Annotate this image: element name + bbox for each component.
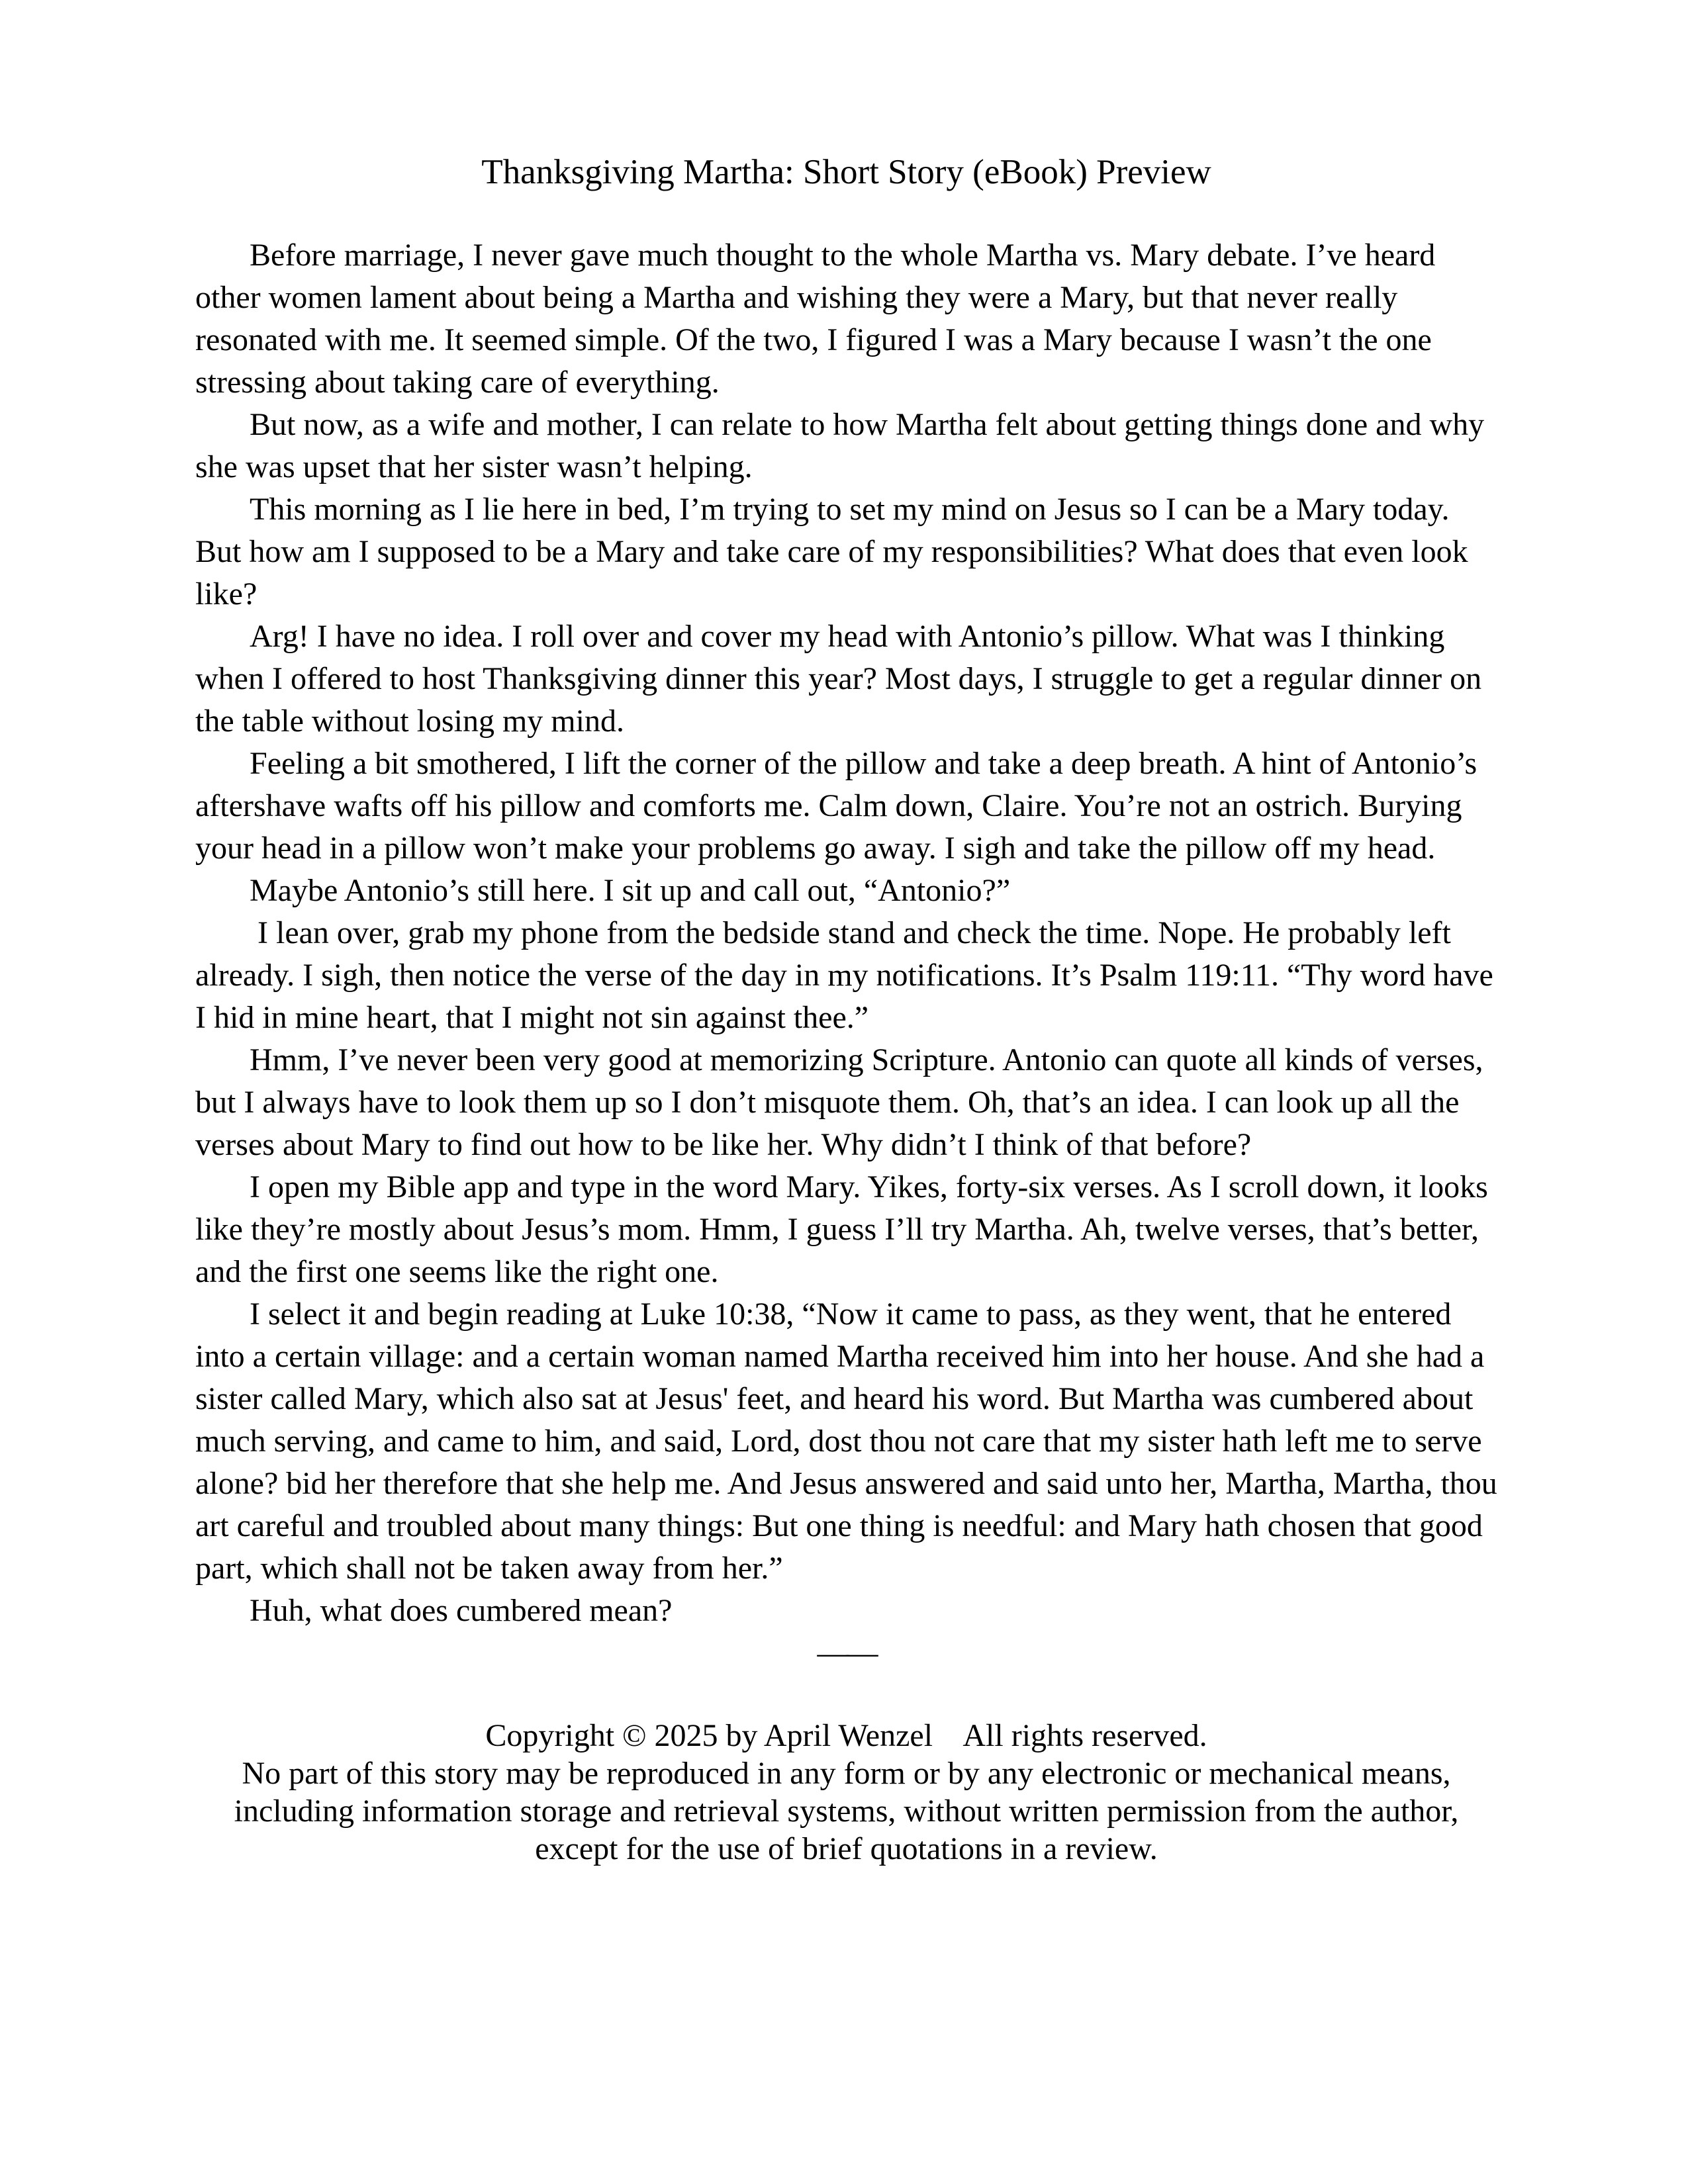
story-paragraph: Huh, what does cumbered mean? <box>250 1593 673 1628</box>
story-paragraph: Arg! I have no idea. I roll over and cover my head with Antonio’s pillow. What was I thinking when I offered to host Thanksgiving dinner this year? Most days, I struggle to get a regular dinner on the table without losing my mind. <box>195 619 1490 739</box>
scene-break-divider: —— <box>817 1635 876 1670</box>
story-paragraph: Maybe Antonio’s still here. I sit up and call out, “Antonio?” <box>250 873 1011 908</box>
story-paragraph: Before marriage, I never gave much thought to the whole Martha vs. Mary debate. I’ve heard other women lament about being a Martha and wishing they were a Mary, but that never really resonated with me. It seemed simple. Of the two, I figured I was a Mary because I wasn’t the one stressing about taking care of everything. <box>195 238 1444 400</box>
story-paragraph: Hmm, I’ve never been very good at memorizing Scripture. Antonio can quote all kinds of verses, but I always have to look them up so I don’t misquote them. Oh, that’s an idea. I can look up all the verses about Mary to find out how to be like her. Why didn’t I think of that before? <box>195 1042 1491 1162</box>
copyright-block <box>195 1717 1497 1868</box>
story-paragraph: But now, as a wife and mother, I can relate to how Martha felt about getting things done and why she was upset that her sister wasn’t helping. <box>195 407 1493 484</box>
story-paragraph: This morning as I lie here in bed, I’m trying to set my mind on Jesus so I can be a Mary today. But how am I supposed to be a Mary and take care of my responsibilities? What does that even look like? <box>195 492 1476 612</box>
story-paragraph: I select it and begin reading at Luke 10:38, “Now it came to pass, as they went, that he entered into a certain village: and a certain woman named Martha received him into her house. And she had a sister called Mary, which also sat at Jesus' feet, and heard his word. But Martha was cumbered about much serving, and came to him, and said, Lord, dost thou not care that my sister hath left me to serve alone? bid her therefore that she help me. And Jesus answered and said unto her, Martha, Martha, thou art careful and troubled about many things: But one thing is needful: and Mary hath chosen that good part, which shall not be taken away from her.” <box>195 1297 1505 1586</box>
copyright-line: Copyright © 2025 by April Wenzel All rights reserved. <box>485 1718 1207 1753</box>
story-body <box>195 234 1505 1632</box>
story-paragraph: I open my Bible app and type in the word Mary. Yikes, forty-six verses. As I scroll down, it looks like they’re mostly about Jesus’s mom. Hmm, I guess I’ll try Martha. Ah, twelve verses, that’s better, and the first one seems like the right one. <box>195 1169 1496 1289</box>
story-paragraph: Feeling a bit smothered, I lift the corner of the pillow and take a deep breath. A hint of Antonio’s aftershave wafts off his pillow and comforts me. Calm down, Claire. You’re not an ostrich. Burying your head in a pillow won’t make your problems go away. I sigh and take the pillow off my head. <box>195 746 1485 866</box>
rights-notice: No part of this story may be reproduced in any form or by any electronic or mechanical means, including information storage and retrieval systems, without written permission from the author, except for the use of brief quotations in a review. <box>234 1756 1459 1866</box>
page-title: Thanksgiving Martha: Short Story (eBook) Preview <box>481 153 1211 191</box>
story-paragraph: I lean over, grab my phone from the bedside stand and check the time. Nope. He probably left already. I sigh, then notice the verse of the day in my notifications. It’s Psalm 119:11. “Thy word have I hid in mine heart, that I might not sin against thee.” <box>195 915 1501 1035</box>
